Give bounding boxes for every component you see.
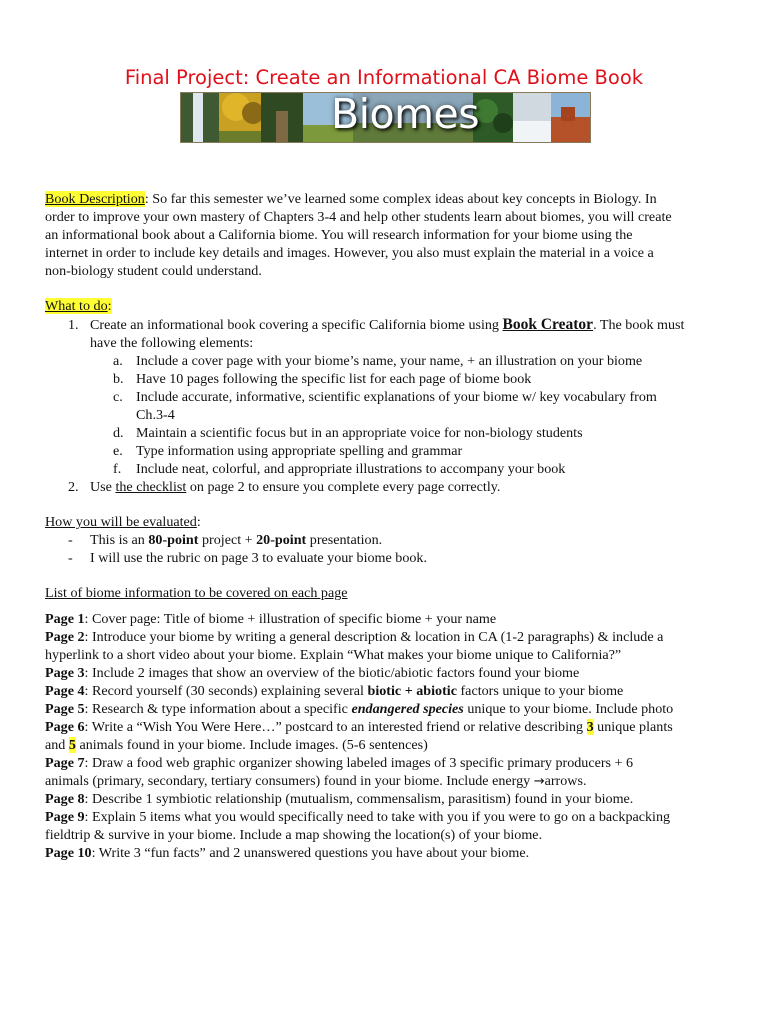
what-to-do-heading-row: What to do: [45,298,112,314]
book-creator-label: Book Creator [502,316,594,333]
biomes-banner-image [180,92,591,143]
page-7-item: Page 7: Draw a food web graphic organizer showing labeled images of 3 specific primary producers + 6 [45,755,634,771]
evaluation-bullet-1: - This is an 80-point project + 20-point presentation. [68,532,383,548]
list-item-2: 2. Use the checklist on page 2 to ensure you complete every page correctly. [68,479,501,495]
subitem-a: a. Include a cover page with your biome’s name, your name, + an illustration on your biome [113,353,643,369]
page-8-item: Page 8: Describe 1 symbiotic relationship (mutualism, commensalism, parasitism) found in your biome. [45,791,634,807]
page-1-item: Page 1: Cover page: Title of biome + illustration of specific biome + your name [45,611,497,627]
page-9-item-cont: fieldtrip & survive in your biome. Include a map showing the location(s) of your biome. [45,827,543,843]
description-line-1 [45,190,657,208]
subitem-e: e. Type information using appropriate spelling and grammar [113,443,463,459]
description-line-3: an informational book about a California biome. You will research information for your biome using the [45,227,633,243]
page-4-item: Page 4: Record yourself (30 seconds) explaining several biotic + abiotic factors unique to your biome [45,683,624,699]
description-line-2: order to improve your own mastery of Chapters 3-4 and help other students learn about biomes, you will create [45,209,672,225]
description-line-4: internet in order to include key details and images. However, you also must explain the material in a voice a [45,245,654,261]
description-heading: Book Description [45,191,145,207]
page-6-item: Page 6: Write a “Wish You Were Here…” postcard to an interested friend or relative describing 3 unique plants [45,719,673,735]
subitem-c: c. Include accurate, informative, scientific explanations of your biome w/ key vocabulary from [113,389,657,405]
evaluation-bullet-2: - I will use the rubric on page 3 to evaluate your biome book. [68,550,427,566]
list-item-1-cont: have the following elements: [90,335,254,351]
description-line-5: non-biology student could understand. [45,263,262,279]
evaluation-heading-row: How you will be evaluated: [45,514,201,530]
what-to-do-heading: What to do [45,298,108,314]
subitem-f: f. Include neat, colorful, and appropriate illustrations to accompany your book [113,461,566,477]
list-item-1: 1. Create an informational book covering a specific California biome using Book Creator. The book must [68,316,685,333]
page-2-item-cont: hyperlink to a short video about your biome. Explain “What makes your biome unique to California?” [45,647,622,663]
subitem-d: d. Maintain a scientific focus but in an appropriate voice for non-biology students [113,425,583,441]
pages-heading: List of biome information to be covered on each page [45,585,348,601]
page-6-item-cont: and 5 animals found in your biome. Include images. (5-6 sentences) [45,737,428,753]
subitem-c-cont: Ch.3-4 [136,407,175,423]
page-3-item: Page 3: Include 2 images that show an overview of the biotic/abiotic factors found your biome [45,665,580,681]
checklist-link[interactable]: the checklist [115,479,187,495]
page-10-item: Page 10: Write 3 “fun facts” and 2 unanswered questions you have about your biome. [45,845,530,861]
page-9-item: Page 9: Explain 5 items what you would specifically need to take with you if you were to go on a backpacking [45,809,671,825]
document-title: Final Project: Create an Informational CA Biome Book [124,66,644,89]
description-text: : So far this semester we’ve learned some complex ideas about key concepts in Biology. In [144,191,657,207]
banner-word: Biomes [331,92,480,138]
subitem-b: b. Have 10 pages following the specific list for each page of biome book [113,371,532,387]
evaluation-heading: How you will be evaluated [45,514,197,530]
page-7-item-cont: animals (primary, secondary, tertiary consumers) found in your biome. Include energy →arrows. [45,773,587,789]
page-2-item: Page 2: Introduce your biome by writing a general description & location in CA (1-2 paragraphs) & include a [45,629,664,645]
page-5-item: Page 5: Research & type information about a specific endangered species unique to your biome. Include photo [45,701,674,717]
right-arrow-icon: → [533,774,545,789]
